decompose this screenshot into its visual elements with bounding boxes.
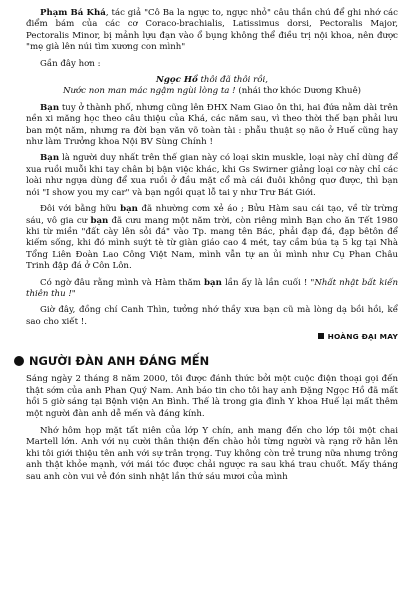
article1-paragraph-4 bbox=[26, 153, 398, 199]
person-name: Phạm Bá Khá bbox=[40, 8, 106, 18]
poem-line-2 bbox=[26, 86, 398, 97]
poem-credit: (nhái thơ khóc Dương Khuê) bbox=[235, 86, 362, 97]
article1-paragraph-6 bbox=[26, 278, 398, 301]
paragraph-text: đã cưu mang một năm trời, còn riêng mình Bạn cho ăn Tết 1980 khi từ miền "đất cày lên sỏi đá" vào Tp. mang tên Bác, phải đạp đá, đạp bêtôn để kiếm sống, khi đó mình suýt tè từ giàn giáo cao 4 mét, tay cầm búa tạ 5 kg tại Nhà Tổng Liên Đoàn Lao Công Việt Nam, mình vẫn tự an ủi mình như Cụ Phan Châu Trinh đập đá ở Côn Lôn. bbox=[26, 215, 398, 272]
highlight-word: bạn bbox=[120, 204, 138, 215]
paragraph-text: lần ấy là lần cuối ! bbox=[221, 277, 311, 288]
article1-paragraph-2: Gần đây hơn : bbox=[40, 58, 101, 69]
poem-text: Nước non man mác ngậm ngùi lòng ta ! bbox=[62, 86, 236, 97]
paragraph-text: là người duy nhất trên thế gian này có loại skin muskle, loại này chỉ dùng để xua ruồi muỗi khi tay chân bị bận việc khác, khi Gs Swirner giảng loại cơ này chỉ các loài như ngựa dùng để xua ruồi ở đầu mặt cổ mà cái đuôi không quơ được, thì bạn nói "I show you my car" và bạn ngồi quạt lỗ tai y như Trư Bát Giới. bbox=[26, 153, 398, 198]
article2-paragraph-1: Sáng ngày 2 tháng 8 năm 2000, tôi được đánh thức bởi một cuộc điện thoại gọi đến thật sớm của anh Phan Quý Nam. Anh báo tin cho tôi hay anh Đặng Ngọc Hồ đã mất hồi 5 giờ sáng tại Bệnh viện An Bình. Thế là trong gia đình Y khoa Huế lại mất thêm một người đàn anh dễ mến và đáng kính. bbox=[26, 374, 398, 419]
poem-line-1 bbox=[26, 75, 398, 86]
author-name: HOÀNG ĐẠI MAY bbox=[327, 332, 398, 342]
square-bullet-icon bbox=[318, 333, 324, 339]
article2-paragraph-2: Nhớ hôm họp mặt tất niên của lớp Y chín, anh mang đến cho lớp tôi một chai Martell lớn. Anh với nụ cười thân thiện đến chào hỏi từng người và rạng rỡ hân lên khi tôi giới thiệu tên anh với sự trân trọng. Tuy không còn trẻ trung nữa nhưng trông anh thật khỏe mạnh, với mái tóc được chải ngược ra sau khá trau chuốt. Mấy tháng sau anh còn vui vẻ đón sinh nhật lần thứ sáu mươi của mình bbox=[26, 425, 398, 482]
poem-text: thôi đã thôi rồi, bbox=[197, 75, 268, 86]
highlight-word: bạn bbox=[90, 215, 109, 226]
article2-heading bbox=[14, 354, 398, 368]
paragraph-text: Có ngờ đâu rằng mình và Hàm thăm bbox=[40, 277, 205, 288]
paragraph-text: tuy ở thành phố, nhưng cũng lên ĐHX Nam Giao ôn thi, hai đứa nằm dài trên nền xi măng học theo câu thiệu của Khá, các năm sau, vì theo thời thế bạn phải lưu ban một năm, nhưng ra đời bạn văn võ toàn tài : phẫu thuật sọ não ở Huế cũng hay như làm Trưởng khoa Nội BV Sùng Chính ! bbox=[26, 102, 398, 148]
paragraph-text: đã nhường cơm xẻ áo ; Bửu Hàm sau cái tạo, về từ trừng sáu, vô gia cư bbox=[26, 204, 399, 226]
article2-title: NGƯỜI ĐÀN ANH ĐÁNG MẾN bbox=[29, 354, 210, 369]
article1-paragraph-1 bbox=[26, 8, 398, 54]
article1-paragraph-3 bbox=[26, 103, 398, 149]
quote-text: "Nhất nhật bất kiến thiên thu !" bbox=[26, 277, 398, 299]
article1-paragraph-5 bbox=[26, 204, 398, 272]
paragraph-text: , tác giả "Cô Ba la ngực to, ngực nhỏ" câu thần chú để ghi nhớ các điểm bám của các cơ Coraco-brachialis, Latissimus dorsi, Pectoralis Major, Pectoralis Minor, bị mảnh lựu đạn vào ổ bụng không thể điều trị nội khoa, nên được "mẹ già lên núi tìm xương con mình" bbox=[26, 8, 398, 53]
document-page bbox=[26, 8, 398, 484]
paragraph-text: Đôi với bằng hữu bbox=[40, 204, 121, 215]
author-signature bbox=[26, 332, 398, 341]
article1-paragraph-7: Giờ đây, đồng chí Canh Thìn, tưởng nhớ thầy xưa bạn cũ mà lòng dạ bồi hồi, kể sao cho xiết !. bbox=[26, 305, 398, 327]
highlight-word: bạn bbox=[204, 277, 222, 288]
highlight-word: Bạn bbox=[40, 102, 60, 113]
highlight-word: Bạn bbox=[40, 153, 60, 164]
person-name: Ngọc Hồ bbox=[156, 75, 198, 86]
bullet-dot-icon bbox=[14, 356, 24, 366]
